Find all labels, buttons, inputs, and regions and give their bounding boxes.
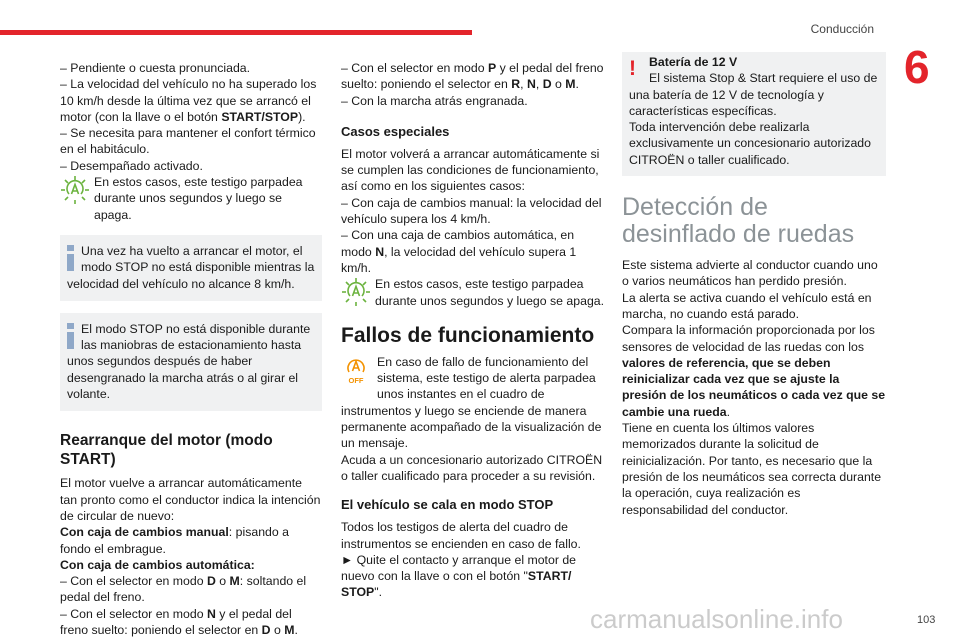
paragraph: Este sistema advierte al conductor cuando uno o varios neumáticos han perdido presión. (622, 258, 878, 289)
condition-item: – La velocidad del vehículo no ha superado los 10 km/h desde la última vez que se arrancó el motor (con la llave o el botón START/STOP). (60, 77, 317, 124)
info-icon (67, 323, 74, 349)
info-note (60, 235, 322, 301)
svg-text:OFF: OFF (348, 375, 364, 385)
stop-start-off-telltale-icon (341, 355, 371, 385)
list-item: – Con el selector en modo P y el pedal del freno suelto: poniendo el selector en R, N, D o M. (341, 61, 604, 92)
paragraph: La alerta se activa cuando el vehículo está en marcha, no cuando está parado. (622, 290, 872, 321)
info-note-text: Una vez ha vuelto a arrancar el motor, el modo STOP no está disponible mientras la velocidad del vehículo no alcance 8 km/h. (67, 243, 315, 291)
info-note-text: El modo STOP no está disponible durante las maniobras de estacionamiento hasta unos segundos después de haber desengranado la marcha atrás o al girar el volante. (67, 321, 311, 402)
chapter-number: 6 (904, 41, 930, 93)
chapter-section-title: Detección de desinflado de ruedas (622, 193, 855, 249)
stop-start-telltale-icon (60, 175, 90, 205)
telltale-block (341, 354, 605, 452)
telltale-text: En estos casos, este testigo parpadea durante unos segundos y luego se apaga. (375, 277, 605, 308)
header-accent-bar (0, 30, 472, 35)
warning-text: Toda intervención debe realizarla exclusivamente un concesionario autorizado CITROËN o taller cualificado. (629, 120, 871, 167)
paragraph: El motor vuelve a arrancar automáticamente tan pronto como el conductor indica la intención de circular de nuevo: (60, 476, 321, 523)
condition-item: – Pendiente o cuesta pronunciada. (60, 61, 251, 75)
section-heading: Casos especiales (341, 123, 450, 139)
section-title: Conducción (810, 22, 874, 36)
info-icon (67, 245, 74, 271)
warning-box (622, 52, 886, 176)
list-item: – Con caja de cambios manual: la velocidad del vehículo supera los 4 km/h. (341, 195, 602, 227)
paragraph: Compara la información proporcionada por los sensores de velocidad de las ruedas con los valores de referencia, que se deben reinicializar cada vez que se ajuste la presión de los neumáticos o cada vez que se cambie una rueda. (622, 323, 886, 419)
warning-title: Batería de 12 V (649, 55, 738, 69)
paragraph: Tiene en cuenta los últimos valores memorizados durante la solicitud de reinicialización. Por tanto, es necesario que la presión de los neumáticos sea correcta durante la operación, cuya realización es responsabilidad del conductor. (622, 421, 882, 517)
page-number: 103 (917, 614, 936, 626)
section-heading: Rearranque del motor (modo START) (60, 432, 273, 469)
column-3 (622, 55, 886, 518)
info-note (60, 313, 322, 411)
warning-text: El sistema Stop & Start requiere el uso de una batería de 12 V de tecnología y características específicas. (629, 71, 878, 118)
list-item: – Con el selector en modo N y el pedal del freno suelto: poniendo el selector en D o M. (60, 606, 298, 638)
column-2 (341, 60, 605, 601)
condition-item: – Se necesita para mantener el confort térmico en el habitáculo. (60, 126, 316, 157)
paragraph: Con caja de cambios manual: pisando a fondo el embrague. (60, 525, 289, 556)
section-heading: Fallos de funcionamiento (341, 323, 595, 347)
condition-item: – Desempañado activado. (60, 158, 203, 173)
list-item: – Con el selector en modo D o M: soltando el pedal del freno. (60, 574, 307, 605)
telltale-block (341, 276, 605, 309)
paragraph: El motor volverá a arrancar automáticamente si se cumplen las condiciones de funcionamiento, así como en los siguientes casos: (341, 146, 600, 194)
list-item: – Con una caja de cambios automática, en modo N, la velocidad del vehículo supera 1 km/h. (341, 228, 577, 275)
paragraph: Con caja de cambios automática: (60, 557, 255, 572)
paragraph: En caso de fallo de funcionamiento del sistema, este testigo de alerta parpadea unos instantes en el cuadro de instrumentos y luego se enciende de manera permanente acompañado de la visualización de un mensaje. (341, 354, 602, 451)
paragraph: Acuda a un concesionario autorizado CITROËN o taller cualificado para proceder a su revisión. (341, 452, 603, 483)
step-item: ► Quite el contacto y arranque el motor de nuevo con la llave o con el botón "START/ STOP". (341, 552, 577, 600)
watermark: carmanualsonline.info (590, 604, 843, 634)
section-heading: El vehículo se cala en modo STOP (341, 497, 554, 513)
telltale-text: En estos casos, este testigo parpadea durante unos segundos y luego se apaga. (94, 175, 303, 222)
warning-icon: ! (629, 57, 636, 80)
stop-start-telltale-icon (341, 277, 371, 307)
telltale-block (60, 174, 322, 223)
paragraph: Todos los testigos de alerta del cuadro de instrumentos se encienden en caso de fallo. (341, 520, 581, 551)
list-item: – Con la marcha atrás engranada. (341, 93, 528, 108)
column-1 (60, 60, 322, 638)
